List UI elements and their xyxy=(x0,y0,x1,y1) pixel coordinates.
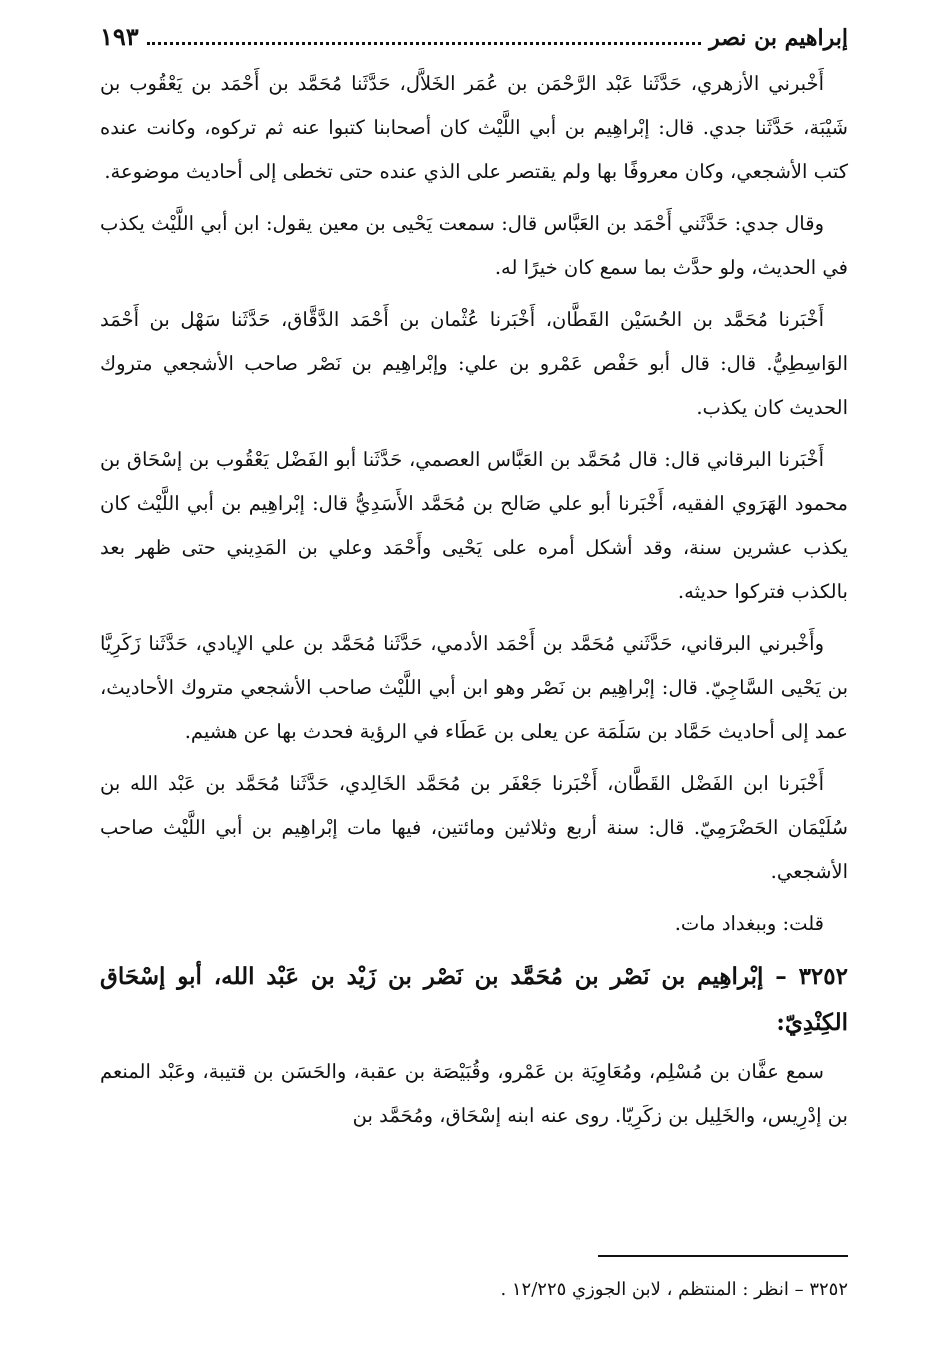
paragraph-7: قلت: وببغداد مات. xyxy=(674,912,824,935)
paragraph-1: أَخْبرني الأزهري، حَدَّثَنا عَبْد الرَّحْمَن بن عُمَر الخَلاَّل، حَدَّثَنا مُحَمَّد بن أَحْمَد بن يَعْقُوب بن شَيْبَة، حَدَّثَنا جدي. قال: إبْراهِيم بن أبي اللَّيْث كان أصحابنا كتبوا عنه ثم تركوه، وكانت عنده كتب الأشجعي، وكان معروفًا بها ولم يقتصر على الذي عنده حتى تخطى إلى أحاديث موضوعة. xyxy=(100,72,848,183)
footnote: ٣٢٥٢ – انظر : المنتظم ، لابن الجوزي ١٢/٢٢٥ . xyxy=(500,1279,848,1300)
paragraph-5: وأَخْبرني البرقاني، حَدَّثَني مُحَمَّد بن أَحْمَد الأدمي، حَدَّثَنا مُحَمَّد بن علي الإيادي، حَدَّثَنا زَكَرِيَّا بن يَحْيى السَّاجِيّ. قال: إبْراهِيم بن نَصْر وهو ابن أبي اللَّيْث صاحب الأشجعي متروك الأحاديث، عمد إلى أحاديث حَمَّاد بن سَلَمَة عن يعلى بن عَطَاء في الرؤية فحدث بها عن هشيم. xyxy=(100,632,848,743)
paragraph-4: أَخْبَرنا البرقاني قال: قال مُحَمَّد بن العَبَّاس العصمي، حَدَّثَنا أبو الفَضْل يَعْقُوب بن إسْحَاق بن محمود الهَرَوي الفقيه، أَخْبَرنا أبو علي صَالح بن مُحَمَّد الأَسَدِيُّ قال: إبْراهِيم بن أبي اللَّيْث كان يكذب عشرين سنة، وقد أشكل أمره على يَحْيى وأَحْمَد وعلي بن المَدِيني حتى ظهر بعد بالكذب فتركوا حديثه. xyxy=(100,448,848,603)
running-title: إبراهيم بن نصر xyxy=(709,25,848,51)
paragraph-3: أَخْبَرنا مُحَمَّد بن الحُسَيْن القَطَّان، أَخْبَرنا عُثْمان بن أَحْمَد الدَّقَّاق، حَدَّثَنا سَهْل بن أَحْمَد الوَاسِطِيُّ. قال: قال أبو حَفْص عَمْرو بن علي: وإبْراهِيم بن نَصْر صاحب الأشجعي متروك الحديث كان يكذب. xyxy=(100,308,848,419)
header-dot-leader xyxy=(147,30,701,45)
paragraph-2: وقال جدي: حَدَّثَني أَحْمَد بن العَبَّاس قال: سمعت يَحْيى بن معين يقول: ابن أبي اللَّيْث يكذب في الحديث، ولو حدَّث بما سمع كان خيرًا له. xyxy=(100,212,848,279)
running-header xyxy=(100,22,848,62)
entry-text: سمع عفَّان بن مُسْلِم، ومُعَاوِيَة بن عَمْرو، وقُبَيْصَة بن عقبة، والحَسَن بن قتيبة، وعَبْد المنعم بن إدْرِيس، والخَلِيل بن زكَرِيّا. روى عنه ابنه إسْحَاق، ومُحَمَّد بن xyxy=(100,1060,848,1127)
paragraph-6: أَخْبَرنا ابن الفَضْل القَطَّان، أَخْبَرنا جَعْفَر بن مُحَمَّد الخَالِدي، حَدَّثَنا مُحَمَّد بن عَبْد الله بن سُلَيْمَان الحَضْرَمِيّ. قال: سنة أربع وثلاثين ومائتين، فيها مات إبْراهِيم بن أبي اللَّيْث صاحب الأشجعي. xyxy=(100,772,848,883)
entry-heading: ٣٢٥٢ – إبْراهِيم بن نَصْر بن مُحَمَّد بن نَصْر بن زَيْد بن عَبْد الله، أبو إسْحَاق الكِنْدِيّ: xyxy=(100,963,848,1036)
footnote-separator xyxy=(598,1255,848,1257)
page-number: ١٩٣ xyxy=(100,22,139,51)
